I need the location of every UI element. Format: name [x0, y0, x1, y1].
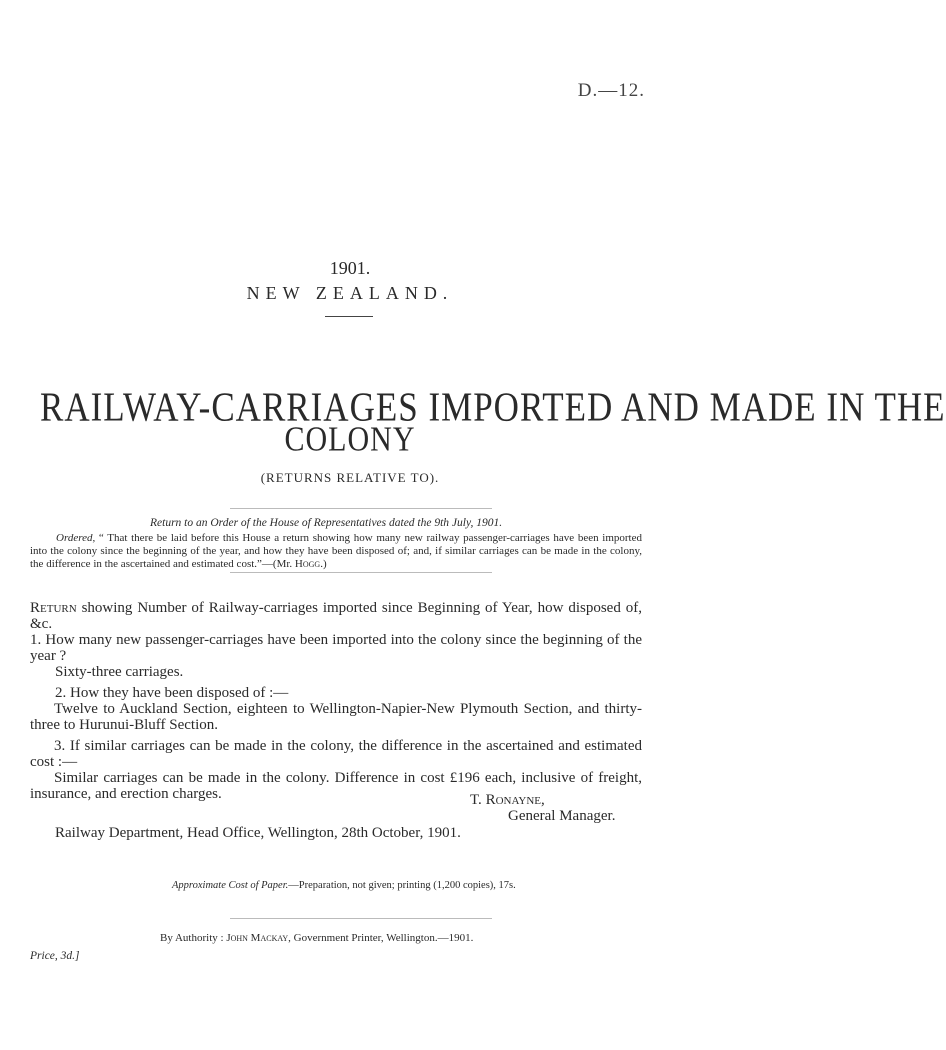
answer-1: Sixty-three carriages.	[55, 664, 184, 680]
signatory-surname: Ronayne	[485, 792, 541, 808]
answer-2: Twelve to Auckland Section, eighteen to Wellington-Napier-New Plymouth Section, and thirty-three to Hurunui-Bluff Section.	[30, 701, 642, 733]
document-reference: D.—12.	[577, 80, 645, 101]
document-title-line2: COLONY	[284, 420, 416, 459]
document-subtitle: (RETURNS RELATIVE TO).	[260, 470, 440, 485]
question-3: 3. If similar carriages can be made in the colony, the difference in the ascertained and estimated cost :—	[30, 738, 642, 770]
ordered-text: “ That there be laid before this House a return showing how many new railway passenger-carriages have been imported into the colony since the beginning of the year, and how they have been disposed of; and, if similar carriages can be made in the colony, the difference in the ascertained and estimated cost.”—(Mr.	[30, 532, 642, 570]
signatory-name	[470, 792, 545, 809]
order-top-rule	[230, 508, 492, 509]
document-title-line1: RAILWAY-CARRIAGES IMPORTED AND MADE IN THE	[40, 384, 946, 431]
authority-suffix: , Government Printer, Wellington.—1901.	[288, 932, 474, 944]
signatory-comma: ,	[541, 792, 545, 808]
document-year: 1901.	[329, 258, 371, 278]
price-label: Price, 3d.]	[30, 950, 80, 962]
country-heading: NEW ZEALAND.	[246, 283, 454, 303]
return-to-order: Return to an Order of the House of Representatives dated the 9th July, 1901.	[150, 517, 503, 529]
department-line: Railway Department, Head Office, Wellington, 28th October, 1901.	[55, 825, 461, 841]
mover-name: Hogg	[294, 558, 321, 570]
question-1: 1. How many new passenger-carriages have been imported into the colony since the beginning of the year ?	[30, 632, 642, 664]
footer-rule	[230, 918, 492, 919]
signatory-initial: T.	[470, 792, 486, 808]
cost-of-paper	[172, 880, 516, 891]
order-bottom-rule	[230, 572, 492, 573]
authority-line	[160, 932, 473, 944]
ordered-label: Ordered,	[56, 532, 96, 544]
ordered-end: .)	[320, 558, 327, 570]
return-heading-text: showing Number of Railway-carriages imported since Beginning of Year, how disposed of, &c.	[30, 600, 642, 632]
authority-prefix: By Authority :	[160, 932, 227, 944]
question-2: 2. How they have been disposed of :—	[55, 685, 289, 701]
signatory-title: General Manager.	[508, 808, 616, 824]
printer-name: John Mackay	[226, 932, 289, 944]
return-word: Return	[30, 600, 77, 616]
cost-label: Approximate Cost of Paper.	[172, 880, 289, 891]
answer-3: Similar carriages can be made in the colony. Difference in cost £196 each, inclusive of freight, insurance, and erection charges.	[30, 770, 642, 802]
heading-divider	[325, 316, 373, 317]
ordered-paragraph	[30, 532, 642, 571]
cost-text: —Preparation, not given; printing (1,200 copies), 17s.	[288, 880, 516, 891]
return-heading	[30, 600, 642, 632]
